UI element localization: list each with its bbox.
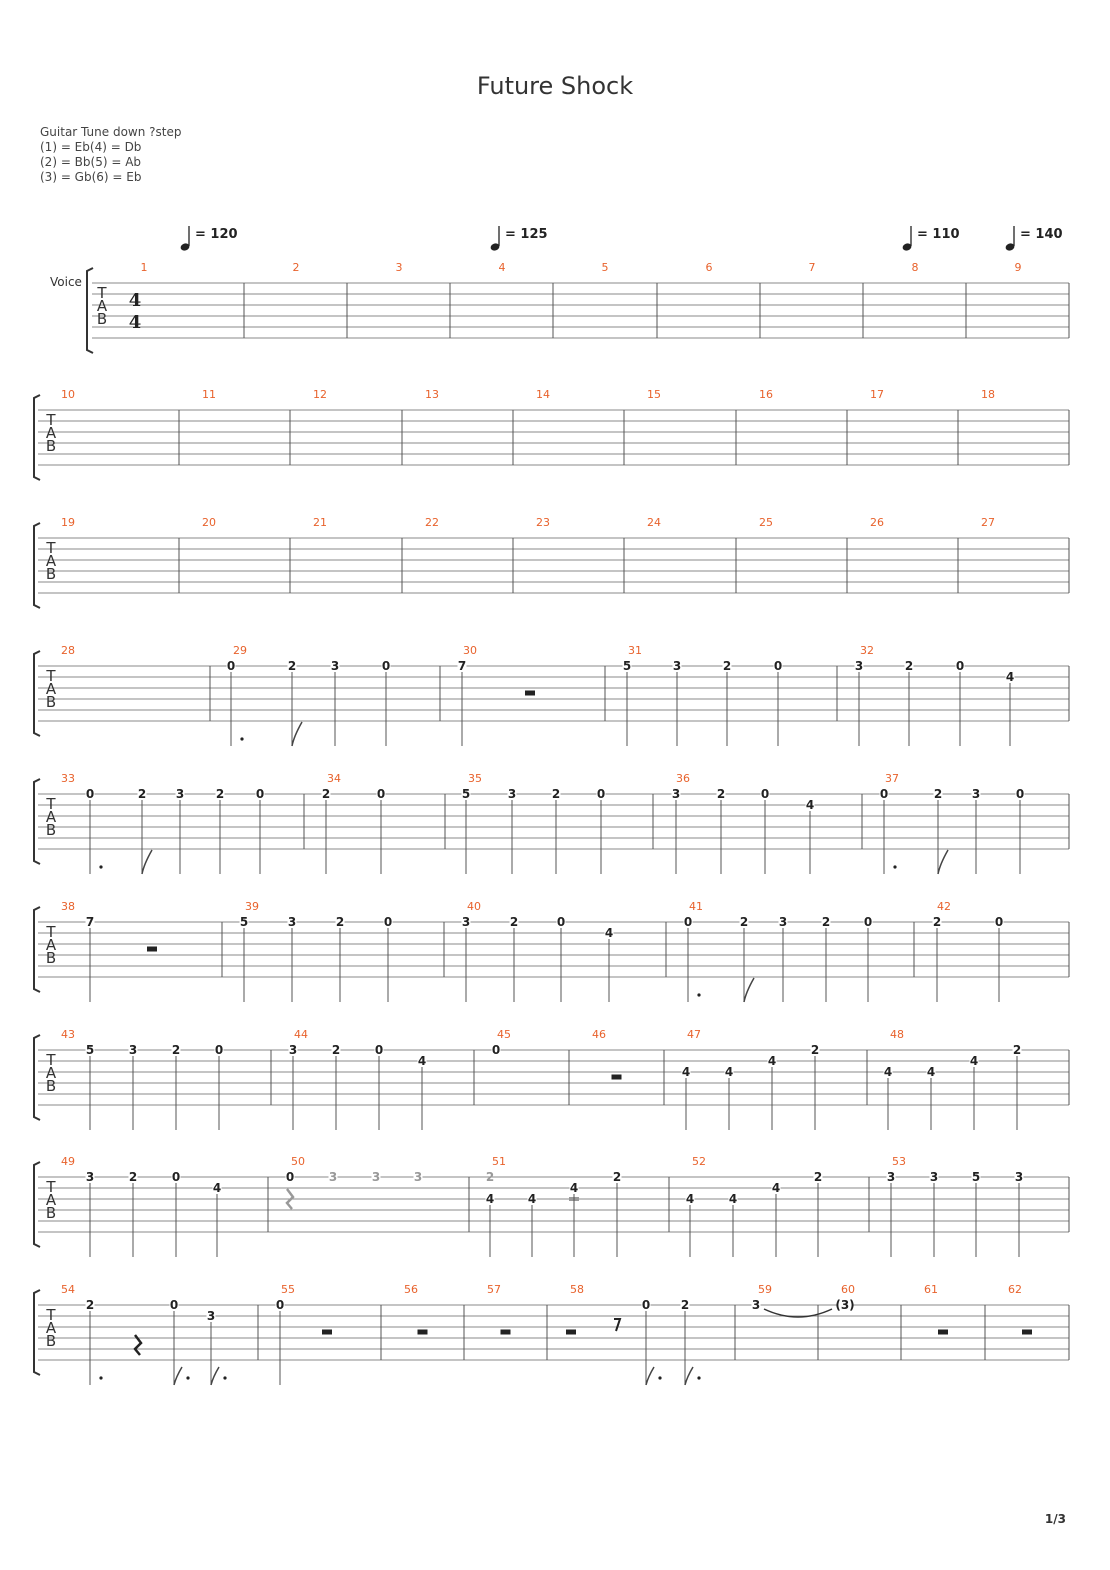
- time-signature-bottom: 4: [128, 312, 142, 333]
- fret-number: 2: [739, 915, 749, 929]
- fret-number: 4: [417, 1054, 427, 1068]
- system-bracket: [34, 1162, 40, 1247]
- rest-symbol: [1022, 1330, 1032, 1335]
- fret-number: 2: [128, 1170, 138, 1184]
- measure-number: 31: [628, 644, 642, 657]
- measure-number: 8: [911, 261, 919, 274]
- tab-clef-letter: A: [45, 552, 57, 570]
- tab-clef-letter: A: [45, 1319, 57, 1337]
- fret-number: 4: [527, 1192, 537, 1206]
- fret-number: 0: [556, 915, 566, 929]
- tempo-marking: = 125: [505, 227, 548, 242]
- fret-number: 0: [381, 659, 391, 673]
- fret-number: 5: [461, 787, 471, 801]
- measure-number: 25: [759, 516, 773, 529]
- tab-clef-letter: A: [45, 936, 57, 954]
- tempo-marking: = 140: [1020, 227, 1063, 242]
- note-flag: [292, 722, 302, 746]
- system-bracket: [34, 779, 40, 864]
- rest-symbol: [938, 1330, 948, 1335]
- measure-number: 34: [327, 772, 341, 785]
- fret-number: 0: [169, 1298, 179, 1312]
- fret-number: 4: [604, 926, 614, 940]
- fret-number: (3): [835, 1298, 855, 1312]
- tuning-line: (3) = Gb(6) = Eb: [40, 170, 142, 184]
- system-bracket: [34, 1290, 40, 1375]
- tab-clef-letter: T: [46, 539, 56, 557]
- fret-number: 3: [288, 1043, 298, 1057]
- fret-number: 7: [457, 659, 467, 673]
- fret-number: 0: [955, 659, 965, 673]
- system-bracket: [34, 1035, 40, 1120]
- measure-number: 27: [981, 516, 995, 529]
- measure-number: 54: [61, 1283, 75, 1296]
- fret-number: 4: [685, 1192, 695, 1206]
- tab-clef-letter: T: [46, 667, 56, 685]
- measure-number: 13: [425, 388, 439, 401]
- measure-number: 9: [1014, 261, 1022, 274]
- tab-clef-letter: B: [45, 949, 57, 967]
- tab-clef-letter: A: [45, 808, 57, 826]
- tab-clef-letter: T: [97, 284, 107, 302]
- fret-number: 0: [275, 1298, 285, 1312]
- fret-number: 3: [175, 787, 185, 801]
- measure-number: 1: [140, 261, 148, 274]
- measure-number: 38: [61, 900, 75, 913]
- instrument-label: Voice: [50, 275, 82, 289]
- fret-number: 3: [854, 659, 864, 673]
- fret-number: 7: [85, 915, 95, 929]
- tab-clef-letter: A: [96, 297, 108, 315]
- fret-number: 4: [805, 798, 815, 812]
- note-flag: [142, 850, 152, 874]
- tab-clef-letter: A: [45, 1064, 57, 1082]
- fret-number: 0: [491, 1043, 501, 1057]
- rhythm-dot: [186, 1376, 189, 1379]
- system-bracket: [34, 523, 40, 608]
- fret-number: 2: [680, 1298, 690, 1312]
- fret-number: 3: [330, 659, 340, 673]
- measure-number: 43: [61, 1028, 75, 1041]
- fret-number: 0: [994, 915, 1004, 929]
- rest-symbol: [525, 691, 535, 696]
- fret-number: 3: [778, 915, 788, 929]
- tab-clef-letter: B: [45, 565, 57, 583]
- fret-number: 3: [671, 787, 681, 801]
- rhythm-dot: [99, 865, 102, 868]
- fret-number: 5: [971, 1170, 981, 1184]
- fret-number: 2: [335, 915, 345, 929]
- system-bracket: [34, 651, 40, 736]
- note-flag: [938, 850, 948, 874]
- measure-number: 50: [291, 1155, 305, 1168]
- measure-number: 4: [498, 261, 506, 274]
- page-number: 1/3: [1044, 1512, 1066, 1526]
- fret-number: 0: [383, 915, 393, 929]
- rhythm-dot: [697, 993, 700, 996]
- fret-number: 0: [641, 1298, 651, 1312]
- fret-number: 4: [926, 1065, 936, 1079]
- measure-number: 33: [61, 772, 75, 785]
- tempo-marking: = 110: [917, 227, 960, 242]
- rhythm-dot: [99, 1376, 102, 1379]
- measure-number: 6: [705, 261, 713, 274]
- rhythm-dot: [240, 737, 243, 740]
- measure-number: 58: [570, 1283, 584, 1296]
- measure-number: 20: [202, 516, 216, 529]
- tuning-heading: Guitar Tune down ?step: [40, 125, 182, 139]
- measure-number: 48: [890, 1028, 904, 1041]
- fret-number: 0: [171, 1170, 181, 1184]
- measure-number: 17: [870, 388, 884, 401]
- fret-number: 2: [485, 1170, 495, 1184]
- fret-number: 3: [287, 915, 297, 929]
- measure-number: 49: [61, 1155, 75, 1168]
- fret-number: 0: [879, 787, 889, 801]
- fret-number: 3: [413, 1170, 423, 1184]
- tuning-line: (1) = Eb(4) = Db: [40, 140, 142, 154]
- fret-number: 2: [551, 787, 561, 801]
- note-flag: [174, 1367, 182, 1385]
- measure-number: 28: [61, 644, 75, 657]
- fret-number: 4: [728, 1192, 738, 1206]
- measure-number: 62: [1008, 1283, 1022, 1296]
- note-flag: [744, 978, 754, 1002]
- rest-symbol: [501, 1330, 511, 1335]
- fret-number: 2: [287, 659, 297, 673]
- measure-number: 40: [467, 900, 481, 913]
- fret-number: 2: [85, 1298, 95, 1312]
- fret-number: 4: [724, 1065, 734, 1079]
- fret-number: 0: [255, 787, 265, 801]
- fret-number: 4: [969, 1054, 979, 1068]
- fret-number: 2: [821, 915, 831, 929]
- fret-number: 0: [376, 787, 386, 801]
- fret-number: 0: [1015, 787, 1025, 801]
- measure-number: 55: [281, 1283, 295, 1296]
- fret-number: 3: [1014, 1170, 1024, 1184]
- fret-number: 3: [85, 1170, 95, 1184]
- measure-number: 46: [592, 1028, 606, 1041]
- fret-number: 0: [760, 787, 770, 801]
- rhythm-dot: [697, 1376, 700, 1379]
- fret-number: 2: [1012, 1043, 1022, 1057]
- measure-number: 11: [202, 388, 216, 401]
- measure-number: 53: [892, 1155, 906, 1168]
- fret-number: 0: [85, 787, 95, 801]
- tab-clef-letter: B: [45, 1204, 57, 1222]
- fret-number: 3: [461, 915, 471, 929]
- fret-number: 2: [137, 787, 147, 801]
- measure-number: 21: [313, 516, 327, 529]
- tab-clef-letter: A: [45, 680, 57, 698]
- rhythm-dot: [893, 865, 896, 868]
- fret-number: 5: [622, 659, 632, 673]
- rhythm-dot: [658, 1376, 661, 1379]
- fret-number: 0: [863, 915, 873, 929]
- measure-number: 39: [245, 900, 259, 913]
- tab-clef-letter: B: [96, 310, 108, 328]
- fret-number: 3: [507, 787, 517, 801]
- fret-number: 4: [767, 1054, 777, 1068]
- tab-clef-letter: T: [46, 411, 56, 429]
- measure-number: 56: [404, 1283, 418, 1296]
- measure-number: 61: [924, 1283, 938, 1296]
- fret-number: 3: [929, 1170, 939, 1184]
- measure-number: 10: [61, 388, 75, 401]
- fret-number: 0: [214, 1043, 224, 1057]
- measure-number: 23: [536, 516, 550, 529]
- fret-number: 0: [285, 1170, 295, 1184]
- measure-number: 24: [647, 516, 661, 529]
- note-flag: [685, 1367, 693, 1385]
- fret-number: 2: [933, 787, 943, 801]
- fret-number: 0: [683, 915, 693, 929]
- rest-symbol: [147, 947, 157, 952]
- fret-number: 3: [971, 787, 981, 801]
- measure-number: 19: [61, 516, 75, 529]
- measure-number: 14: [536, 388, 550, 401]
- rest-symbol: [612, 1075, 622, 1080]
- fret-number: 2: [509, 915, 519, 929]
- measure-number: 44: [294, 1028, 308, 1041]
- fret-number: 4: [681, 1065, 691, 1079]
- fret-number: 3: [371, 1170, 381, 1184]
- measure-number: 3: [395, 261, 403, 274]
- fret-number: 2: [722, 659, 732, 673]
- measure-number: 2: [292, 261, 300, 274]
- fret-number: 3: [751, 1298, 761, 1312]
- fret-number: 0: [226, 659, 236, 673]
- tuning-line: (2) = Bb(5) = Ab: [40, 155, 142, 169]
- measure-number: 16: [759, 388, 773, 401]
- measure-number: 47: [687, 1028, 701, 1041]
- tab-clef-letter: A: [45, 1191, 57, 1209]
- measure-number: 36: [676, 772, 690, 785]
- measure-number: 42: [937, 900, 951, 913]
- fret-number: 2: [321, 787, 331, 801]
- fret-number: 2: [716, 787, 726, 801]
- measure-number: 30: [463, 644, 477, 657]
- measure-number: 51: [492, 1155, 506, 1168]
- measure-number: 26: [870, 516, 884, 529]
- measure-number: 29: [233, 644, 247, 657]
- measure-number: 59: [758, 1283, 772, 1296]
- tab-clef-letter: B: [45, 437, 57, 455]
- fret-number: 4: [1005, 670, 1015, 684]
- measure-number: 15: [647, 388, 661, 401]
- fret-number: 2: [171, 1043, 181, 1057]
- rest-symbol: [322, 1330, 332, 1335]
- measure-number: 41: [689, 900, 703, 913]
- tab-clef-letter: T: [46, 1051, 56, 1069]
- system-bracket: [34, 395, 40, 480]
- fret-number: 4: [212, 1181, 222, 1195]
- measure-number: 45: [497, 1028, 511, 1041]
- fret-number: 3: [206, 1309, 216, 1323]
- tempo-marking: = 120: [195, 227, 238, 242]
- rhythm-dot: [223, 1376, 226, 1379]
- tab-clef-letter: A: [45, 424, 57, 442]
- fret-number: 2: [932, 915, 942, 929]
- measure-number: 22: [425, 516, 439, 529]
- tab-clef-letter: T: [46, 923, 56, 941]
- fret-number: 3: [672, 659, 682, 673]
- time-signature-top: 4: [128, 290, 142, 311]
- measure-number: 7: [808, 261, 816, 274]
- measure-number: 52: [692, 1155, 706, 1168]
- measure-number: 5: [601, 261, 609, 274]
- fret-number: 3: [886, 1170, 896, 1184]
- fret-number: 2: [331, 1043, 341, 1057]
- tab-clef-letter: T: [46, 795, 56, 813]
- system-bracket: [34, 907, 40, 992]
- fret-number: 3: [328, 1170, 338, 1184]
- measure-number: 60: [841, 1283, 855, 1296]
- fret-number: 4: [485, 1192, 495, 1206]
- fret-number: 0: [773, 659, 783, 673]
- tab-clef-letter: B: [45, 821, 57, 839]
- fret-number: 4: [569, 1181, 579, 1195]
- song-title: Future Shock: [476, 72, 634, 100]
- system-bracket: [87, 268, 93, 353]
- fret-number: 3: [128, 1043, 138, 1057]
- measure-number: 57: [487, 1283, 501, 1296]
- tab-clef-letter: B: [45, 1077, 57, 1095]
- fret-number: 5: [239, 915, 249, 929]
- fret-number: 2: [810, 1043, 820, 1057]
- tab-clef-letter: T: [46, 1306, 56, 1324]
- fret-number: 2: [215, 787, 225, 801]
- note-flag: [646, 1367, 654, 1385]
- rest-symbol: [566, 1330, 576, 1335]
- tab-clef-letter: T: [46, 1178, 56, 1196]
- note-flag: [211, 1367, 219, 1385]
- fret-number: 2: [813, 1170, 823, 1184]
- tab-clef-letter: B: [45, 693, 57, 711]
- measure-number: 32: [860, 644, 874, 657]
- tab-clef-letter: B: [45, 1332, 57, 1350]
- rest-symbol: [418, 1330, 428, 1335]
- fret-number: 4: [771, 1181, 781, 1195]
- fret-number: 0: [374, 1043, 384, 1057]
- eighth-rest: [614, 1319, 620, 1331]
- measure-number: 12: [313, 388, 327, 401]
- fret-number: 2: [612, 1170, 622, 1184]
- fret-number: 2: [904, 659, 914, 673]
- fret-number: 4: [883, 1065, 893, 1079]
- fret-number: 5: [85, 1043, 95, 1057]
- measure-number: 35: [468, 772, 482, 785]
- measure-number: 18: [981, 388, 995, 401]
- fret-number: 0: [596, 787, 606, 801]
- measure-number: 37: [885, 772, 899, 785]
